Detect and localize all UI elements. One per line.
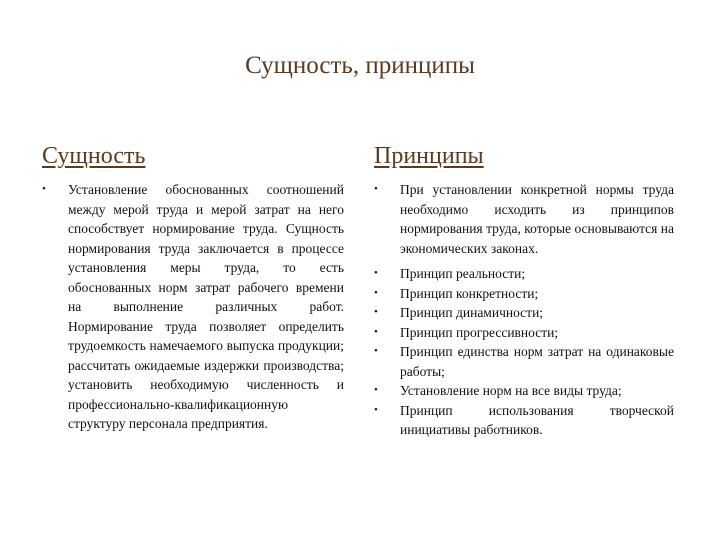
essence-heading: Сущность (42, 143, 146, 169)
list-item-text: Принцип динамичности; (400, 305, 544, 320)
list-item (374, 381, 674, 401)
list-item (374, 323, 674, 343)
list-item-text: Принцип конкретности; (400, 285, 539, 301)
principles-list (374, 180, 674, 440)
bullet-icon: • (42, 183, 46, 195)
list-item (374, 284, 674, 304)
list-item (374, 342, 674, 381)
list-item (374, 303, 674, 323)
list-item-text: Принцип использования творческой инициативы работников. (400, 402, 674, 437)
list-item (42, 180, 344, 434)
slide-title: Сущность, принципы (245, 52, 475, 79)
list-item-text: Принцип прогрессивности; (400, 324, 559, 340)
principles-column (374, 142, 674, 440)
bullet-icon: • (374, 403, 378, 416)
list-item (374, 180, 674, 258)
bullet-icon: • (374, 384, 378, 396)
principles-heading: Принципы (374, 143, 484, 169)
essence-list (42, 180, 344, 434)
list-item-text: Принцип реальности; (400, 266, 526, 281)
bullet-icon: • (374, 183, 378, 195)
bullet-icon: • (374, 306, 378, 318)
bullet-icon: • (374, 345, 378, 357)
list-item-text: Принцип единства норм затрат на одинаковые работы; (400, 344, 674, 379)
list-item-text: При установлении конкретной нормы труда необходимо исходить из принципов нормирования труда, которые основываются на экономических законах. (400, 182, 674, 256)
list-item (374, 401, 674, 440)
essence-column (42, 142, 344, 434)
bullet-icon: • (374, 267, 378, 279)
list-item-text: Установление норм на все виды труда; (400, 383, 622, 398)
list-item (374, 264, 674, 284)
bullet-icon: • (374, 325, 378, 338)
bullet-icon: • (374, 286, 378, 299)
list-item-text: Установление обоснованных соотношений между мерой труда и мерой затрат на него способствует нормирование труда. Сущность нормирования труда заключается в процессе установления меры труда, то есть обоснованных норм затрат рабочего времени на выполнение различных работ. Нормирование труда позволяет определить трудоемкость намечаемого выпуска продукции; рассчитать ожидаемые издержки производства; установить необходимую численность и профессионально-квалификационную структуру персонала предприятия. (68, 182, 344, 431)
